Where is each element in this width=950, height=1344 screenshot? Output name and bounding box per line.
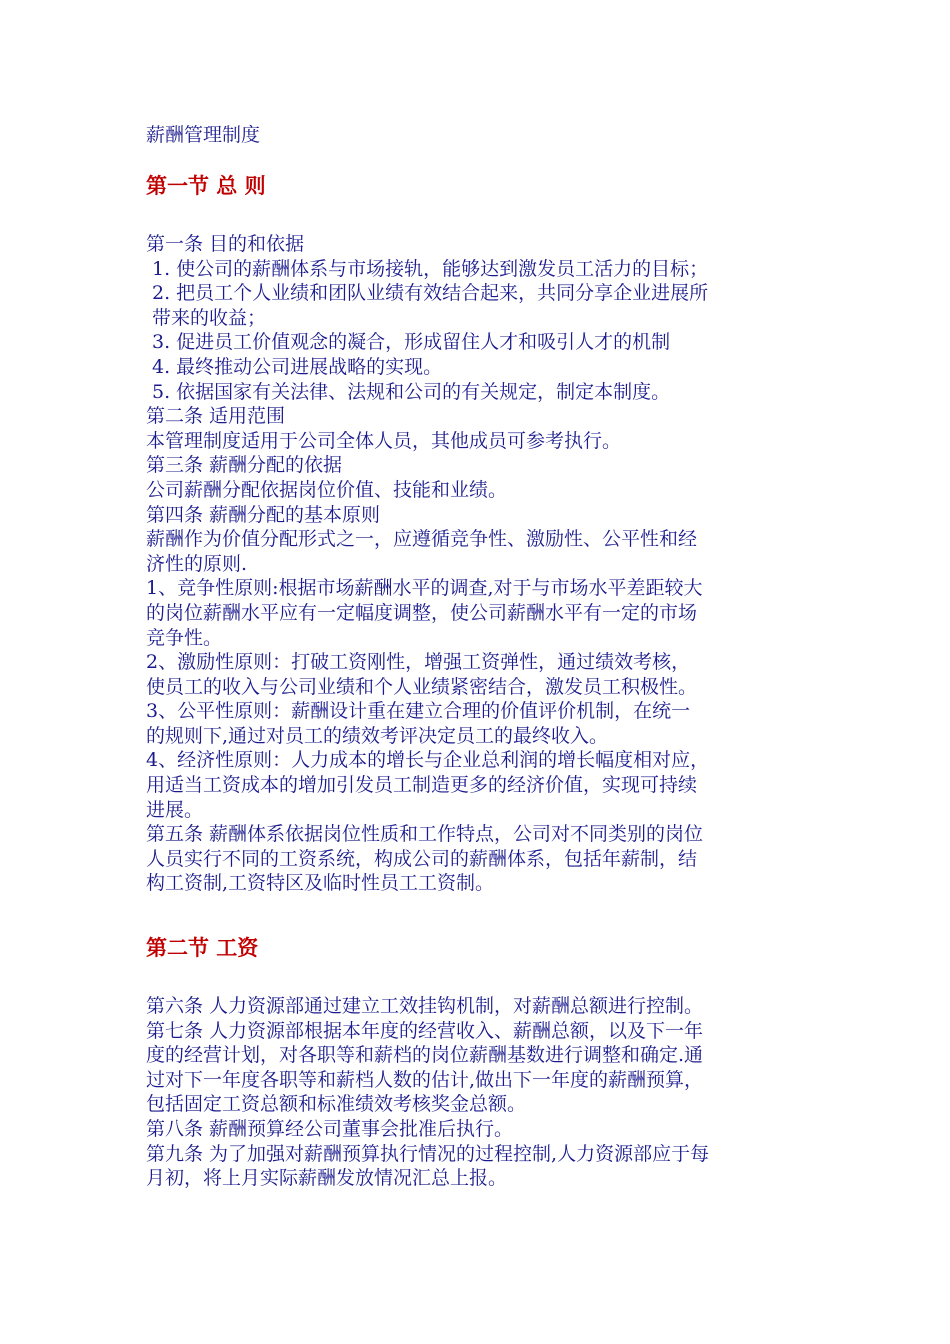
article-4-item-3: 3、公平性原则：薪酬设计重在建立合理的价值评价机制，在统一 <box>146 700 691 723</box>
article-1-heading: 第一条 目的和依据 <box>146 233 305 255</box>
article-3-heading: 第三条 薪酬分配的依据 <box>146 454 343 477</box>
article-2-text: 本管理制度适用于公司全体人员，其他成员可参考执行。 <box>146 429 622 452</box>
article-5-text: 第五条 薪酬体系依据岗位性质和工作特点，公司对不同类别的岗位 <box>146 823 704 846</box>
article-1-item-2-cont: 带来的收益； <box>152 306 267 329</box>
article-6-text: 第六条 人力资源部通过建立工效挂钩机制，对薪酬总额进行控制。 <box>146 995 704 1018</box>
article-4-item-2: 2、激励性原则：打破工资刚性，增强工资弹性，通过绩效考核， <box>146 651 691 674</box>
article-8-text: 第八条 薪酬预算经公司董事会批准后执行。 <box>146 1118 514 1140</box>
article-4-text-cont: 济性的原则. <box>146 552 248 575</box>
article-1-item-4: 4. 最终推动公司进展战略的实现。 <box>152 355 443 378</box>
article-5-text-cont: 人员实行不同的工资系统，构成公司的薪酬体系，包括年薪制，结 <box>146 847 698 870</box>
article-4-item-1-cont: 的岗位薪酬水平应有一定幅度调整，使公司薪酬水平有一定的市场 <box>146 601 698 624</box>
article-1-item-3: 3. 促进员工价值观念的凝合，形成留住人才和吸引人才的机制 <box>152 331 671 354</box>
section-2-heading: 第二节 工资 <box>146 936 259 961</box>
article-1-item-2: 2. 把员工个人业绩和团队业绩有效结合起来，共同分享企业进展所 <box>152 282 709 305</box>
article-9-text-cont: 月初，将上月实际薪酬发放情况汇总上报。 <box>146 1167 508 1190</box>
article-7-text-cont: 度的经营计划，对各职等和薪档的岗位薪酬基数进行调整和确定.通 <box>146 1044 704 1067</box>
section-1-body <box>146 232 818 896</box>
section-1-heading: 第一节 总 则 <box>146 174 266 198</box>
article-4-item-4-cont: 进展。 <box>146 798 204 821</box>
article-4-item-1: 1、竞争性原则:根据市场薪酬水平的调查,对于与市场水平差距较大 <box>146 577 703 600</box>
article-4-text: 薪酬作为价值分配形式之一，应遵循竞争性、激励性、公平性和经 <box>146 528 698 551</box>
article-1-item-5: 5. 依据国家有关法律、法规和公司的有关规定，制定本制度。 <box>152 380 671 403</box>
article-3-text: 公司薪酬分配依据岗位价值、技能和业绩。 <box>146 478 508 501</box>
article-4-item-4-cont: 用适当工资成本的增加引发员工制造更多的经济价值，实现可持续 <box>146 774 698 797</box>
article-1-item-1: 1. 使公司的薪酬体系与市场接轨，能够达到激发员工活力的目标； <box>152 257 709 280</box>
article-4-heading: 第四条 薪酬分配的基本原则 <box>146 503 381 526</box>
article-2-heading: 第二条 适用范围 <box>146 405 286 428</box>
article-4-item-2-cont: 使员工的收入与公司业绩和个人业绩紧密结合，激发员工积极性。 <box>146 675 698 698</box>
article-7-text-cont: 过对下一年度各职等和薪档人数的估计,做出下一年度的薪酬预算， <box>146 1068 704 1091</box>
section-spacer <box>146 962 818 994</box>
article-5-text-cont: 构工资制,工资特区及临时性员工工资制。 <box>146 872 495 895</box>
section-2-body <box>146 994 818 1191</box>
article-4-item-4: 4、经济性原则：人力成本的增长与企业总利润的增长幅度相对应， <box>146 749 710 772</box>
article-4-item-1-cont: 竞争性。 <box>146 626 223 649</box>
section-spacer <box>146 200 818 232</box>
article-7-text-cont: 包括固定工资总额和标准绩效考核奖金总额。 <box>146 1093 527 1116</box>
document-page <box>146 112 818 1191</box>
document-title: 薪酬管理制度 <box>146 124 261 146</box>
article-7-text: 第七条 人力资源部根据本年度的经营收入、薪酬总额，以及下一年 <box>146 1019 704 1042</box>
article-4-item-3-cont: 的规则下,通过对员工的绩效考评决定员工的最终收入。 <box>146 724 609 747</box>
article-9-text: 第九条 为了加强对薪酬预算执行情况的过程控制,人力资源部应于每 <box>146 1142 710 1165</box>
